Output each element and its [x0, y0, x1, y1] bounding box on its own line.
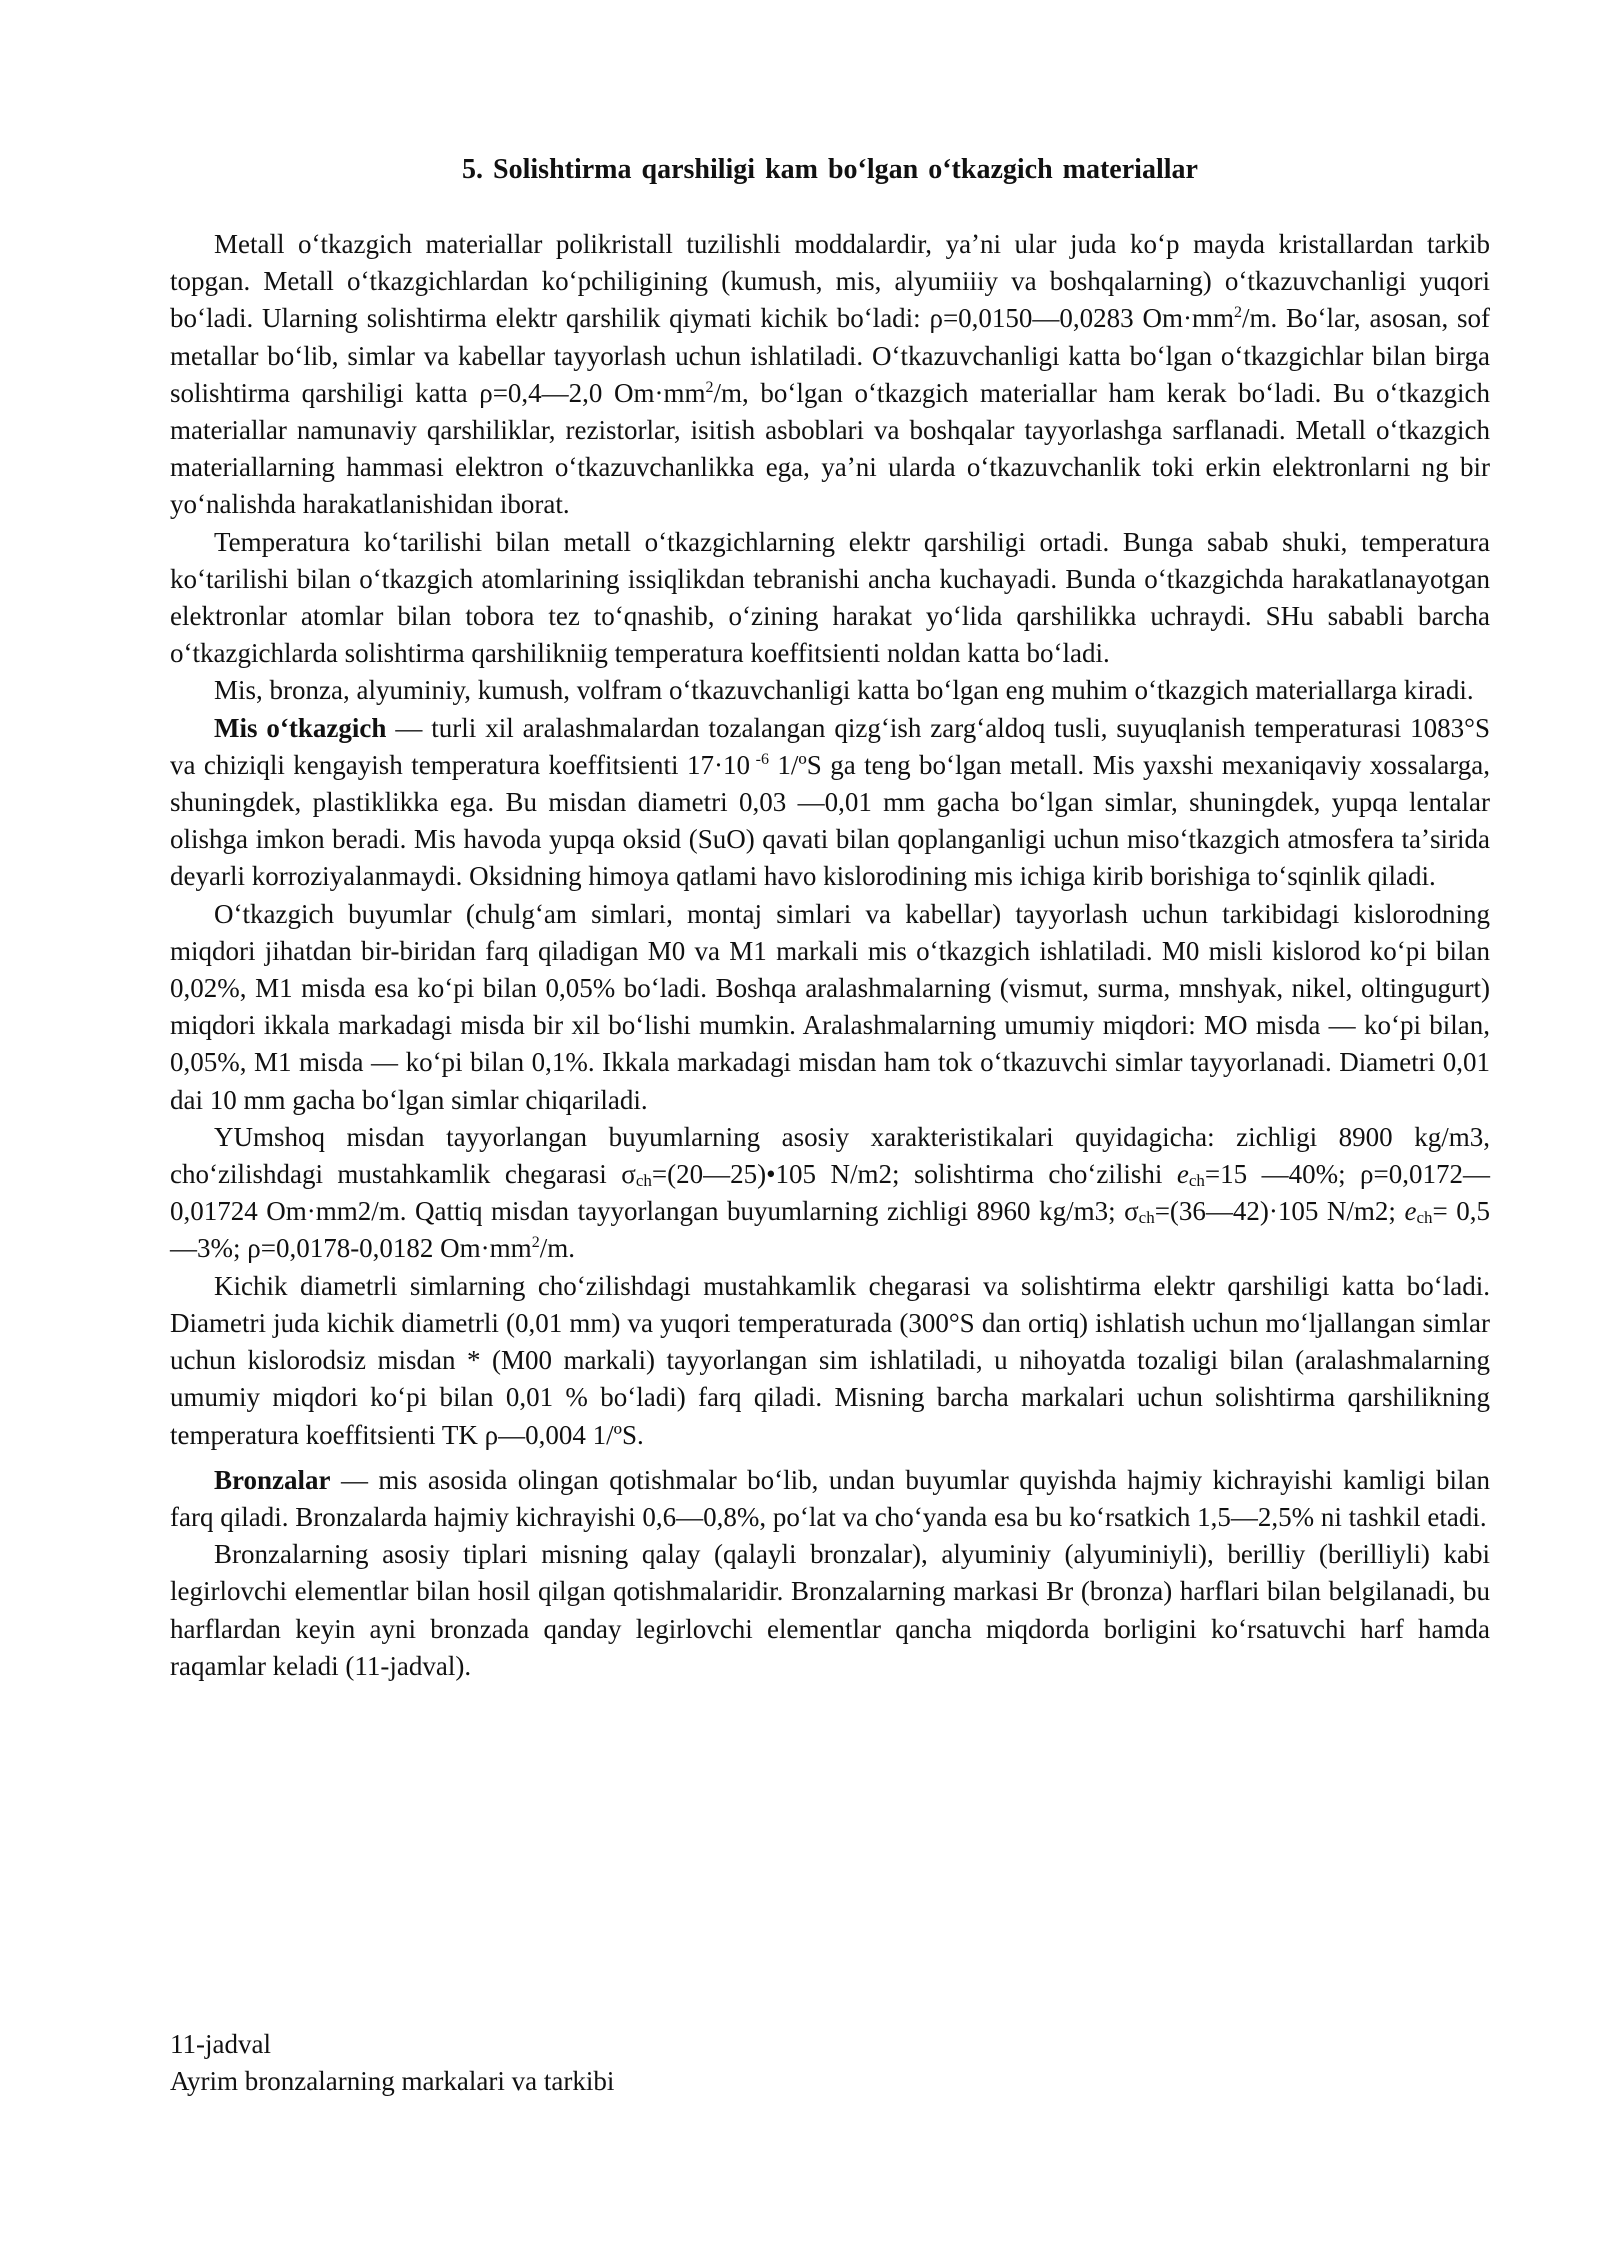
- paragraph-text: YUmshoq misdan tayyorlangan buyumlarning asosiy xarakteristikalari quyidagicha: zichligi 8900 kg/m3, choʻzilishdagi mustahkamlik chegarasi σ: [170, 1121, 1490, 1190]
- subscript: ch: [635, 1171, 652, 1191]
- table-number: 11-jadval: [170, 2029, 271, 2059]
- paragraph-text: — mis asosida olingan qotishmalar boʻlib, undan buyumlar quyishda hajmiy kichrayishi kamligi bilan farq qiladi. Bronzalarda hajmiy kichrayishi 0,6—0,8%, poʻlat va choʻyanda esa bu koʻrsatkich 1,5—2,5% ni tashkil etadi.: [170, 1464, 1490, 1532]
- paragraph-bronzalar: [170, 1462, 1490, 1536]
- paragraph-otkazgich-buyumlar: Oʻtkazgich buyumlar (chulgʻam simlari, montaj simlari va kabellar) tayyorlash uchun tarkibidagi kislorodning miqdori jihatdan bir-biridan farq qiladigan M0 va M1 markali mis oʻtkazgich ishlatiladi. M0 misli kislorod koʻpi bilan 0,02%, M1 misda esa koʻpi bilan 0,05% boʻladi. Boshqa aralashmalarning (vismut, surma, mnshyak, nikel, oltingugurt) miqdori ikkala markadagi misda bir xil boʻlishi mumkin. Aralashmalarning umumiy miqdori: MO misda — koʻpi bilan, 0,05%, M1 misda — koʻpi bilan 0,1%. Ikkala markadagi misdan ham tok oʻtkazuvchi simlar tayyorlanadi. Diametri 0,01 dai 10 mm gacha boʻlgan simlar chiqariladi.: [170, 898, 1490, 1115]
- term-mis-otkazgich: Mis oʻtkazgich: [214, 712, 387, 743]
- italic-symbol: e: [1404, 1196, 1417, 1227]
- superscript: -6: [749, 750, 769, 768]
- paragraph-text: =15 —40%; ρ=0,0172—0,01724 Om·mm2/m. Qattiq misdan tayyorlangan buyumlarning zichligi 8960 kg/m3; σ: [170, 1159, 1491, 1227]
- table-caption: [170, 2026, 1490, 2100]
- superscript: 2: [705, 378, 714, 396]
- subscript: ch: [1188, 1171, 1205, 1191]
- paragraph-bronza-tiplari: Bronzalarning asosiy tiplari misning qalay (qalayli bronzalar), alyuminiy (alyuminiyli), berilliy (berilliyli) kabi legirlovchi elementlar bilan hosil qilgan qotishmalaridir. Bronzalarning markasi Br (bronza) harflari bilan belgilanadi, bu harflardan keyin ayni bronzada qanday legirlovchi elementlar qancha miqdorda borligini koʻrsatuvchi harf hamda raqamlar keladi (11-jadval).: [170, 1539, 1490, 1681]
- superscript: 2: [531, 1234, 540, 1252]
- paragraph-metall-otkazgich: [170, 226, 1490, 524]
- paragraph-materiallar: Mis, bronza, alyuminiy, kumush, volfram oʻtkazuvchanligi katta boʻlgan eng muhim oʻtkazgich materiallarga kiradi.: [214, 675, 1474, 706]
- paragraph-yumshoq-mis: [170, 1119, 1490, 1268]
- paragraph-kichik-diametrli: Kichik diametrli simlarning choʻzilishdagi mustahkamlik chegarasi va solishtirma elektr qarshiligi katta boʻladi. Diametri juda kichik diametrli (0,01 mm) va yuqori temperaturada (300°S dan ortiq) ishlatish uchun moʻljallangan simlar uchun kislorodsiz misdan * (M00 markali) tayyorlangan sim ishlatiladi, u nihoyatda tozaligi bilan (aralashmalarning umumiy miqdori koʻpi bilan 0,01 % boʻladi) farq qiladi. Misning barcha markalari uchun solishtirma qarshilikning temperatura koeffitsienti TK ρ—0,004 1/ºS.: [170, 1270, 1490, 1450]
- paragraph-text: /m. Boʻlar, asosan, sof metallar boʻlib, simlar va kabellar tayyorlash uchun ishlatiladi. Oʻtkazuvchanligi katta boʻlgan oʻtkazgichlar bilan birga solishtirma qarshiligi katta ρ=0,4—2,0 Om·mm: [170, 303, 1490, 408]
- paragraph-text: =(20—25)•105 N/m2; solishtirma choʻzilishi: [651, 1159, 1177, 1190]
- subscript: ch: [1138, 1208, 1155, 1228]
- paragraph-text: /m, boʻlgan oʻtkazgich materiallar ham kerak boʻladi. Bu oʻtkazgich materiallar namunaviy qarshiliklar, rezistorlar, isitish asboblari va boshqalar tayyorlashga sarflanadi. Metall oʻtkazgich materiallarning hammasi elektron oʻtkazuvchanlikka ega, yaʼni ularda oʻtkazuvchanlik toki erkin elektronlarni ng bir yoʻnalishda harakatlanishidan iborat.: [170, 377, 1490, 520]
- paragraph-text: — turli xil aralashmalardan tozalangan qizgʻish zargʻaldoq tusli, suyuqlanish temperaturasi 1083°S va chiziqli kengayish temperatura koeffitsienti 17·10: [170, 712, 1490, 780]
- paragraph-text: 1/ºS ga teng boʻlgan metall. Mis yaxshi mexaniqaviy xossalarga, shuningdek, plastiklikka ega. Bu misdan diametri 0,03 —0,01 mm gacha boʻlgan simlar, shuningdek, yupqa lentalar olishga imkon beradi. Mis havoda yupqa oksid (SuO) qavati bilan qoplanganligi uchun misoʻtkazgich atmosfera taʼsirida deyarli korroziyalanmaydi. Oksidning himoya qatlami havo kislorodining mis ichiga kirib borishiga toʻsqinlik qiladi.: [170, 749, 1491, 892]
- superscript: 2: [1233, 304, 1242, 322]
- document-body: [170, 226, 1490, 1685]
- subscript: ch: [1416, 1208, 1433, 1228]
- paragraph-text: = 0,5—3%; ρ=0,0178-0,0182 Om·mm: [170, 1196, 1491, 1264]
- paragraph-text: /m.: [539, 1233, 575, 1264]
- paragraph-text: Metall oʻtkazgich materiallar polikristall tuzilishli moddalardir, yaʼni ular juda koʻp mayda kristallardan tarkib topgan. Metall oʻtkazgichlardan koʻpchiligining (kumush, mis, alyumiiiy va boshqalarning) oʻtkazuvchanligi yuqori boʻladi. Ularning solishtirma elektr qarshilik qiymati kichik boʻladi: ρ=0,0150—0,0283 Om·mm: [170, 229, 1490, 334]
- paragraph-text: =(36—42)·105 N/m2;: [1154, 1196, 1405, 1227]
- paragraph-temperatura: Temperatura koʻtarilishi bilan metall oʻtkazgichlarning elektr qarshiligi ortadi. Bunga sabab shuki, temperatura koʻtarilishi bilan oʻtkazgich atomlarining issiqlikdan tebranishi ancha kuchayadi. Bunda oʻtkazgichda harakatlanayotgan elektronlar atomlar bilan tobora tez toʻqnashib, oʻzining harakat yoʻlida qarshilikka uchraydi. SHu sababli barcha oʻtkazgichlarda solishtirma qarshilikniig temperatura koeffitsienti noldan katta boʻladi.: [170, 526, 1490, 669]
- paragraph-mis-otkazgich: [170, 710, 1490, 896]
- table-title: Ayrim bronzalarning markalari va tarkibi: [170, 2066, 615, 2096]
- term-bronzalar: Bronzalar: [214, 1464, 331, 1495]
- section-title: 5. Solishtirma qarshiligi kam boʻlgan oʻtkazgich materiallar: [462, 154, 1198, 185]
- italic-symbol: e: [1176, 1159, 1189, 1190]
